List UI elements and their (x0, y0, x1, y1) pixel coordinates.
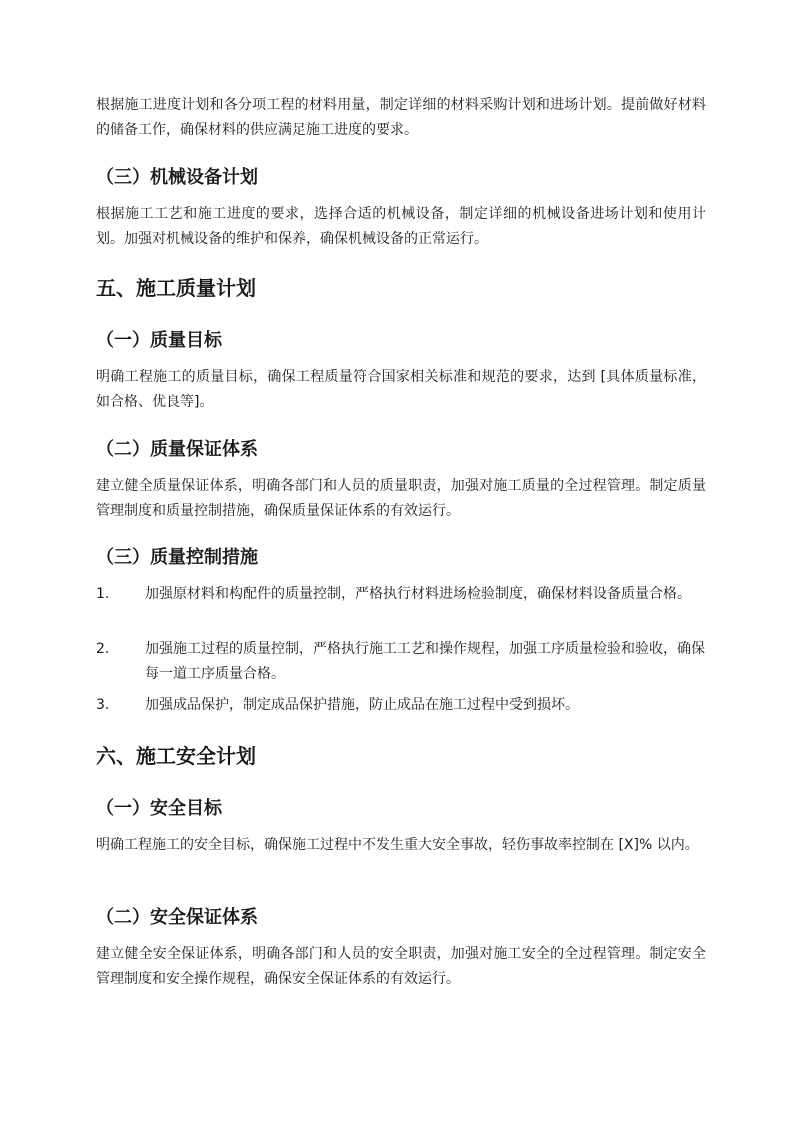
quality-target-heading: （一）质量目标 (96, 330, 222, 351)
quality-assurance-heading: （二）质量保证体系 (96, 439, 258, 460)
quality-target-paragraph: 明确工程施工的质量目标，确保工程质量符合国家相关标准和规范的要求，达到 [具体质量标准，如合格、优良等]。 (96, 369, 706, 410)
safety-assurance-heading: （二）安全保证体系 (96, 907, 258, 928)
quality-plan-heading: 五、施工质量计划 (96, 276, 256, 300)
safety-target-paragraph: 明确工程施工的安全目标，确保施工过程中不发生重大安全事故，轻伤事故率控制在 [X]% 以内。 (96, 837, 699, 853)
safety-assurance-paragraph: 建立健全安全保证体系，明确各部门和人员的安全职责，加强对施工安全的全过程管理。制定安全管理制度和安全操作规程，确保安全保证体系的有效运行。 (96, 946, 706, 987)
list-number: 3. (96, 697, 110, 713)
machinery-plan-heading: （三）机械设备计划 (96, 167, 258, 188)
quality-assurance-paragraph: 建立健全质量保证体系，明确各部门和人员的质量职责，加强对施工质量的全过程管理。制定质量管理制度和质量控制措施，确保质量保证体系的有效运行。 (96, 478, 706, 519)
material-plan-paragraph: 根据施工进度计划和各分项工程的材料用量，制定详细的材料采购计划和进场计划。提前做好材料的储备工作，确保材料的供应满足施工进度的要求。 (96, 97, 706, 138)
list-item-text: 加强原材料和构配件的质量控制，严格执行材料进场检验制度，确保材料设备质量合格。 (145, 586, 691, 602)
machinery-plan-paragraph: 根据施工工艺和施工进度的要求，选择合适的机械设备，制定详细的机械设备进场计划和使用计划。加强对机械设备的维护和保养，确保机械设备的正常运行。 (96, 206, 706, 247)
safety-target-heading: （一）安全目标 (96, 798, 222, 819)
safety-plan-heading: 六、施工安全计划 (96, 744, 256, 768)
list-number: 1. (96, 586, 110, 602)
list-item (96, 582, 706, 607)
list-item-text: 加强施工过程的质量控制，严格执行施工工艺和操作规程，加强工序质量检验和验收，确保每一道工序质量合格。 (145, 641, 705, 682)
quality-control-heading: （三）质量控制措施 (96, 547, 258, 568)
list-item (96, 637, 706, 687)
list-number: 2. (96, 641, 110, 657)
list-item-text: 加强成品保护，制定成品保护措施，防止成品在施工过程中受到损坏。 (145, 697, 579, 713)
list-item (96, 693, 706, 718)
